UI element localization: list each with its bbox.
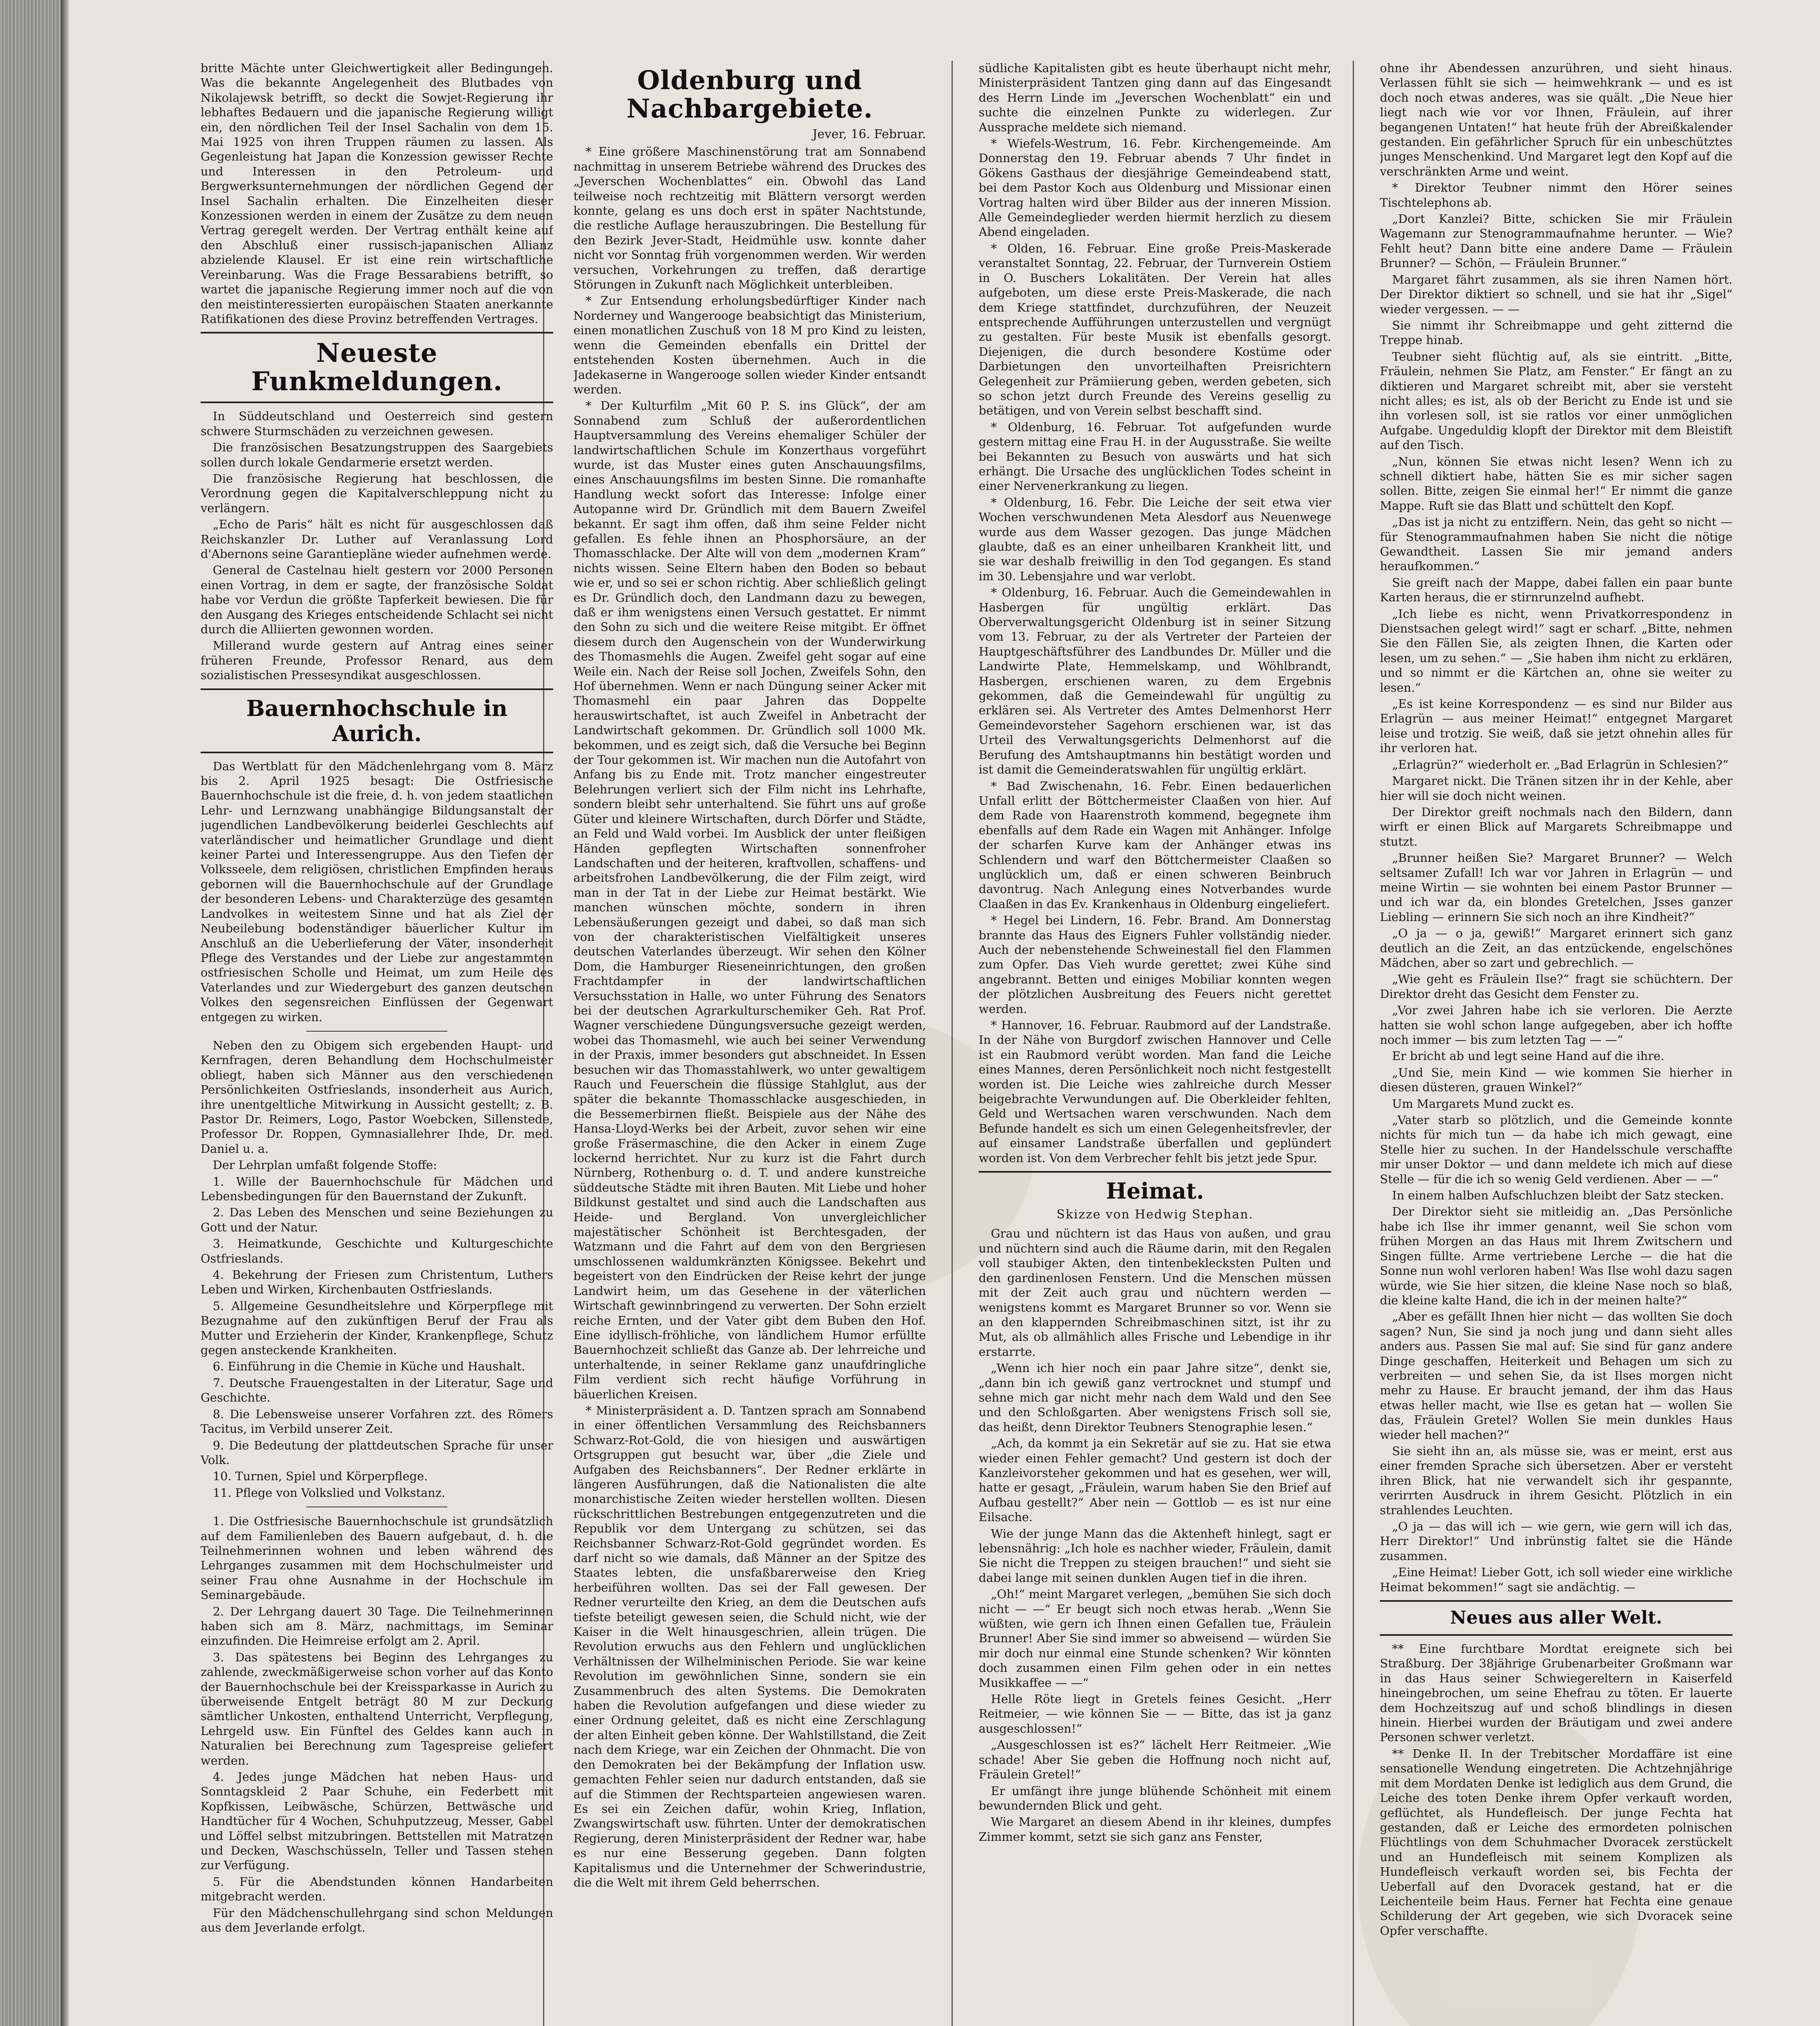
- story-paragraph: „Ich liebe es nicht, wenn Privatkorrespondenz in Dienstsachen gelegt wird!“ sagt er scharf. „Bitte, nehmen Sie den Fällen Sie, als zeigten Ihnen, die Karten oder lesen, um zu sehen.“ — „Sie haben ihm nicht zu erklären, und so nimmt er die Kärtchen an, ohne sie weiter zu lesen.“: [1380, 607, 1732, 695]
- news-paragraph: * Oldenburg, 16. Februar. Auch die Gemeindewahlen in Hasbergen für ungültig erklärt. Das Oberverwaltungsgericht Oldenburg ist in seiner Sitzung vom 13. Februar, zu der als Vertreter der Parteien der Hauptgeschäftsführer des Landbundes Dr. Müller und die Landwirte Plate, Hemmelskamp, und Wöhlbrandt, Hasbergen, erschienen waren, zu dem Ergebnis gekommen, daß die Gemeindewahl für ungültig zu erklären sei. Als Vertreter des Amtes Delmenhorst Herr Gemeindevorsteher Sagehorn erschienen war, ist das Urteil des Verwaltungsgerichts Delmenhorst auf die Berufung des Amtshauptmanns hin bestätigt worden und ist damit die Gemeinderatswahlen für ungültig erklärt.: [979, 586, 1331, 777]
- news-paragraph: * Wiefels-Westrum, 16. Febr. Kirchengemeinde. Am Donnerstag den 19. Februar abends 7 Uhr findet in Gökens Gasthaus der diesjährige Gemeindeabend statt, bei dem Pastor Koch aus Oldenburg und Missionar einen Vortrag halten wird über Bilder aus der inneren Mission. Alle Gemeindeglieder werden hiermit herzlich zu diesem Abend eingeladen.: [979, 137, 1331, 239]
- section-divider: [201, 752, 553, 753]
- story-paragraph: Teubner sieht flüchtig auf, als sie eintritt. „Bitte, Fräulein, nehmen Sie Platz, am Fenster.“ Er fängt an zu diktieren und Margaret schreibt mit, aber sie versteht nicht alles; es ist, als ob der Bericht zu Ende ist und sie ihn vorlesen soll, ist sie ratlos vor einer unmöglichen Aufgabe. Ungeduldig klopft der Direktor mit dem Bleistift auf den Tisch.: [1380, 349, 1732, 452]
- lehrplan-item: 6. Einführung in die Chemie in Küche und Haushalt.: [213, 1359, 526, 1374]
- news-paragraph: * Zur Entsendung erholungsbedürftiger Kinder nach Norderney und Wangerooge beabsichtigt das Ministerium, einen monatlichen Zuschuß von 18 M pro Kind zu leisten, wenn die Gemeinden ebenfalls ein Drittel der entstehenden Kosten übernehmen. Auch in die Jadekaserne in Wangerooge sollen wieder Kinder entsandt werden.: [573, 294, 926, 396]
- column-3: [979, 61, 1331, 2026]
- story-paragraph: Der Direktor sieht sie mitleidig an. „Das Persönliche habe ich Ilse ihr immer genannt, weil Sie schon vom frühen Morgen an das Haus mit Ihrem Zwitschern und Singen füllte. Arme vertriebene Lerche — die hat die Sonne nun wohl verloren haben! Was Ilse wohl dazu sagen würde, wie Sie hier sitzen, die kleine Nase noch so blaß, die kleine kalte Hand, die ich in der meinen halte?“: [1380, 1205, 1732, 1307]
- story-paragraph: Sie nimmt ihr Schreibmappe und geht zitternd die Treppe hinab.: [1380, 318, 1732, 347]
- lehrplan-item: 11. Pflege von Volkslied und Volkstanz.: [213, 1485, 445, 1500]
- newspaper-page: [61, 0, 1820, 2026]
- story-paragraph: „Das ist ja nicht zu entziffern. Nein, das geht so nicht — für Stenogrammaufnahmen haben Sie nicht die nötige Gewandtheit. Lassen Sie mir jemand anders heraufkommen.“: [1380, 515, 1732, 573]
- welt-paragraph: ** Eine furchtbare Mordtat ereignete sich bei Straßburg. Der 38jährige Grubenarbeiter Großmann war in das Haus seiner Schwiegereltern in Kaiserfeld hineingebrochen, um seine Ehefrau zu töten. Er lauerte dem Hochzeitszug auf und schoß blindlings in diesen hinein. Hierbei wurden der Bräutigam und zwei andere Personen schwer verletzt.: [1380, 1642, 1732, 1744]
- story-paragraph: * Direktor Teubner nimmt den Hörer seines Tischtelephons ab.: [1380, 181, 1732, 209]
- story-paragraph: „O ja — das will ich — wie gern, wie gern will ich das, Herr Direktor!“ Und inbrünstig faltet sie die Hände zusammen.: [1380, 1520, 1732, 1563]
- story-paragraph: „Ach, da kommt ja ein Sekretär auf sie zu. Hat sie etwa wieder einen Fehler gemacht? Und gestern ist doch der Kanzleivorsteher gekommen und hat es gesehen, wer will, hatte er gesagt, „Fräulein, warum haben Sie den Brief auf Aufbau gestellt?“ Aber nein — Gottlob — es ist nur eine Eilsache.: [979, 1436, 1331, 1524]
- intro-paragraph: britte Mächte unter Gleichwertigkeit aller Bedingungen. Was die bekannte Angelegenheit des Blutbades von Nikolajewsk betrifft, so deckt die Sowjet-Regierung ihr lebhaftes Bedauern und die japanische Regierung willigt ein, den nördlichen Teil der Insel Sachalin von dem 15. Mai 1925 von ihren Truppen räumen zu lassen. Als Gegenleistung hat Japan die Konzession gewisser Rechte und Interessen in den Petroleum- und Bergwerksunternehmungen der nördlichen Gegend der Insel Sachalin erhalten. Die Einzelheiten dieser Konzessionen werden in einem der Zusätze zu dem neuen Vertrag geregelt werden. Der Vertrag enthält keine auf den Abschluß einer russisch-japanischen Allianz abzielende Klausel. Er ist eine rein wirtschaftliche Vereinbarung. Was die Frage Bessarabiens betrifft, so wartet die japanische Regierung immer noch auf die von den meistinteressierten europäischen Staaten anerkannte Ratifikationen des diese Provinz betreffenden Vertrages.: [201, 61, 553, 326]
- news-paragraph: * Der Kulturfilm „Mit 60 P. S. ins Glück“, der am Sonnabend zum Schluß der außerordentlichen Hauptversammlung des Vereins ehemaliger Schüler der landwirtschaftlichen Schule im Konzerthaus vorgeführt wurde, ist das Muster eines guten Anschauungsfilms, eines Anschauungsfilms im besten Sinne. Die romanhafte Handlung weckt sofort das Interesse: Infolge einer Autopanne wird Dr. Gründlich mit dem Bauern Zweifel bekannt. Er sagt ihm offen, daß ihm seine Felder nicht gefallen. Es fehle ihnen an Phosphorsäure, an der Thomasschlacke. Der Alte will von dem „modernen Kram“ nichts wissen. Seine Eltern haben den Boden so bebaut wie er, und so sei er schon richtig. Aber schließlich gelingt es Dr. Gründlich doch, den Landmann dazu zu bewegen, daß er ihm wenigstens einen Versuch gestattet. Er nimmt den Sohn zu sich und die weitere Reise mitgibt. Er öffnet diesem durch den Augenschein von der Wunderwirkung des Thomasmehls die Augen. Zweifel geht sogar auf eine Weile ein. Nach der Reise soll Jochen, Zweifels Sohn, den Hof übernehmen. Wenn er nach Düngung seiner Acker mit Thomasmehl ein paar Jahren das Doppelte herauswirtschaftet, ist auch Zweifel in Anbetracht der Landwirtschaft gekommen. Dr. Gründlich soll 1000 Mk. bekommen, und es zeigt sich, daß die Versuche bei Beginn der Tour gekommen ist. Wir machen nun die Autofahrt von Anfang bis zu Ende mit. Trotz mancher eingestreuter Belehrungen verliert sich der Film nicht ins Lehrhafte, sondern bleibt sehr unterhaltend. Sie führt uns auf große Güter und kleinere Wirtschaften, durch Dörfer und Städte, an Feld und Wald vorbei. Im Ausblick der unter fleißigen Händen gepflegten Wirtschaften sonnenfroher Landschaften und der heiteren, kraftvollen, schaffens- und arbeitsfrohen Landbevölkerung, die der Film zeigt, wird man in der Tat in der Liebe zur Heimat bestärkt. Wie manchen wünschen möchte, sondern in ihren Lebensäußerungen gezeigt und dabei, so daß man sich von der charakteristischen Vielfältigkeit unseres deutschen Vaterlandes überzeugt. Wir sehen den Kölner Dom, die Hamburger Rieseneinrichtungen, den großen Frachtdampfer in der landwirtschaftlichen Versuchsstation in Halle, wo unter Führung des Senators bei der deutschen Agrarkulturschemiker Geh. Rat Prof. Wagner verschiedene Düngungsversuche gezeigt werden, wobei das Thomasmehl, wie auch bei seiner Verwendung in der Praxis, immer besonders gut abschneidet. In Essen besuchen wir das Thomasstahlwerk, wo unter gewaltigem Rauch und Feuerschein die flüssige Stahlglut, aus der später die bekannte Thomasschlacke ausgeschieden, in die Bessemerbirnen fließt. Beispiele aus der Nähe des Hansa-Lloyd-Werks bei der Arbeit, zuvor sehen wir eine große Fräsermaschine, die den Acker in einem Zuge lockernd herrichtet. Nur zu kurz ist die Fahrt durch Nürnberg, Rothenburg o. d. T. und andere kunstreiche süddeutsche Städte mit ihren Bauten. Mit Liebe und hoher Bildkunst gestaltet und sind auch die Landschaften aus Heide- und Bergland. Von unvergleichlicher majestätischer Schönheit ist Berchtesgaden, der Watzmann und die Fahrt auf dem von den Bergriesen umschlossenen waldumkränzten Königssee. Bekehrt und begeistert von den Eindrücken der Reise kehrt der junge Landwirt heim, um das Gesehene in der väterlichen Wirtschaft gewinnbringend zu verwerten. Der Sohn erzielt reiche Ernten, und der Vater gibt dem Buben den Hof. Eine idyllisch-fröhliche, von ländlichem Humor erfüllte Bauernhochzeit schließt das Ganze ab. Der lehrreiche und unterhaltende, in seiner Reklame ganz unaufdringliche Film verdient sich recht häufige Vorführung in bäuerlichen Kreisen.: [573, 399, 926, 1401]
- funk-item: In Süddeutschland und Oesterreich sind gestern schwere Sturmschäden zu verzeichnen gewesen.: [201, 409, 553, 438]
- rule-item: Für den Mädchenschullehrgang sind schon Meldungen aus dem Jeverlande erfolgt.: [201, 1906, 553, 1935]
- funk-item: Die französischen Besatzungstruppen des Saargebiets sollen durch lokale Gendarmerie ersetzt werden.: [201, 440, 553, 469]
- section-divider: [979, 1171, 1331, 1173]
- bauern-paragraph: Neben den zu Obigem sich ergebenden Haupt- und Kernfragen, deren Behandlung dem Hochschulmeister obliegt, haben sich Männer aus den verschiedenen Persönlichkeiten Ostfrieslands, insonderheit aus Aurich, ihre unentgeltliche Mitwirkung in Aussicht gestellt; z. B. Pastor Dr. Reimers, Logo, Pastor Woebcken, Sillenstede, Professor Dr. Roppen, Gymnasiallehrer Ihde, Dr. med. Daniel u. a.: [201, 1038, 553, 1156]
- news-paragraph: * Oldenburg, 16. Februar. Tot aufgefunden wurde gestern mittag eine Frau H. in der Augusstraße. Sie weilte bei Bekannten zu Besuch von auswärts und hat sich erhängt. Die Ursache des unglücklichen Todes scheint in einer Nervenerkrankung zu liegen.: [979, 420, 1331, 493]
- story-paragraph: „Wie geht es Fräulein Ilse?“ fragt sie schüchtern. Der Direktor dreht das Gesicht dem Fenster zu.: [1380, 972, 1732, 1001]
- section-divider: [1380, 1600, 1732, 1602]
- welt-paragraph: ** Denke II. In der Trebitscher Mordaffäre ist eine sensationelle Wendung eingetreten. Die Achtzehnjährige mit dem Mordaten Denke ist lediglich aus dem Grund, die Leiche des toten Denke ihrem Opfer verkauft worden, geflüchtet, als Hundefleisch. Der junge Fechta hat gestanden, daß er Leiche des ermordeten polnischen Flüchtlings von dem Schuhmacher Dvoracek zerstückelt und an Hundefleisch mit seinem Komplizen als Hundefleisch verkauft worden sei, bis Fechta der Ueberfall auf den Dvoracek gestand, hat er die Leichenteile beim Haus. Ferner hat Fechta eine genaue Schilderung der Art gegeben, wie sich Dvoracek seine Opfer verschaffte.: [1380, 1746, 1732, 1938]
- story-paragraph: Er bricht ab und legt seine Hand auf die ihre.: [1392, 1049, 1664, 1063]
- lehrplan-item: 7. Deutsche Frauengestalten in der Literatur, Sage und Geschichte.: [201, 1376, 553, 1405]
- lehrplan-item: 3. Heimatkunde, Geschichte und Kulturgeschichte Ostfrieslands.: [201, 1237, 553, 1265]
- bauern-heading: Bauernhochschule in Aurich.: [246, 695, 508, 746]
- news-paragraph: * Olden, 16. Februar. Eine große Preis-Maskerade veranstaltet Sonntag, 22. Februar, der Turnverein Ostiem in O. Buschers Lokalitäten. Der Verein hat alles aufgeboten, um diese erste Preis-Maskerade, die nach dem Kriege stattfindet, durchzuführen, der Neuzeit entsprechende Aufführungen unterzustellen und vergnügt zu gestalten. Für beste Musik ist ebenfalls gesorgt. Diejenigen, die durch besondere Kostüme oder Darbietungen den unvorteilhaften Preisrichtern Gelegenheit zur Prämiierung geben, werden gebeten, sich so schon jetzt durch Freunde des Vereins gesellig zu betätigen, und von Verein selbst beschafft sind.: [979, 241, 1331, 418]
- bauern-paragraph: Der Lehrplan umfaßt folgende Stoffe:: [213, 1158, 437, 1172]
- news-paragraph: * Hegel bei Lindern, 16. Febr. Brand. Am Donnerstag brannte das Haus des Eigners Fuhler vollständig nieder. Auch der nebenstehende Schweinestall fiel den Flammen zum Opfer. Das Vieh wurde gerettet; zwei Kühe sind angebrannt. Betten und einiges Mobiliar konnten wegen der plötzlichen Ausbreitung des Feuers nicht gerettet werden.: [979, 913, 1331, 1016]
- story-paragraph: „Wenn ich hier noch ein paar Jahre sitze“, denkt sie, „dann bin ich gewiß ganz vertrocknet und stumpf und sehne mich gar nicht mehr nach dem Wald und den See und den Schloßgarten. Aber wenigstens Frisch soll sie, das heißt, denn Direktor Teubners Stenographie lesen.“: [979, 1361, 1331, 1434]
- section-divider: [201, 688, 553, 690]
- oldenburg-heading: Oldenburg und Nachbargebiete.: [626, 65, 873, 124]
- heimat-byline: Skizze von Hedwig Stephan.: [1056, 1207, 1253, 1222]
- bauern-paragraph: Das Wertblatt für den Mädchenlehrgang vom 8. März bis 2. April 1925 besagt: Die Ostfriesische Bauernhochschule ist die freie, d. h. von jedem staatlichen Lehr- und Lernzwang unabhängige Bildungsanstalt der jugendlichen Landbevölkerung beiderlei Geschlechts auf vaterländischer und heimatlicher Grundlage und dient keiner Partei und Interessengruppe. Aus den Tiefen der Volksseele, dem religiösen, christlichen Empfinden heraus gebornen will die Bauernhochschule auf der Grundlage der besonderen Lebens- und Charakterzüge des gesamten Landvolkes in weitestem Sinne und hat als Ziel der Neubeilebung bodenständiger bäuerlicher Kultur im Anschluß an die Ueberlieferung der Väter, insonderheit Pflege des Verstandes und der Liebe zur angestammten ostfriesischen Scholle und Heimat, um zum Heile des Vaterlandes und zur Wiedergeburt des ganzen deutschen Volkes den segensreichen Einflüssen der Gegenwart entgegen zu wirken.: [201, 759, 553, 1024]
- story-paragraph: Wie der junge Mann das die Aktenheft hinlegt, sagt er lebensnährig: „Ich hole es nachher wieder, Fräulein, damit Sie nicht die Treppen zu steigen brauchen!“ und sieht sie dabei lange mit seinen dunklen Augen tief in die ihren.: [979, 1526, 1331, 1585]
- lehrplan-item: 5. Allgemeine Gesundheitslehre und Körperpflege mit Bezugnahme auf den zukünftigen Beruf der Frau als Mutter und Erzieherin der Kinder, Krankenpflege, Schutz gegen ansteckende Krankheiten.: [201, 1299, 553, 1357]
- lehrplan-item: 9. Die Bedeutung der plattdeutschen Sprache für unser Volk.: [201, 1438, 553, 1467]
- rule-item: 1. Die Ostfriesische Bauernhochschule ist grundsätzlich auf dem Familienleben des Bauern aufgebaut, d. h. die Teilnehmerinnen wohnen und leben während des Lehrganges zusammen mit dem Hochschulmeister und seiner Frau ohne Ausnahme in der Hochschule im Seminargebäude.: [201, 1514, 553, 1602]
- story-paragraph: Wie Margaret an diesem Abend in ihr kleines, dumpfes Zimmer kommt, setzt sie sich ganz ans Fenster,: [979, 1815, 1331, 1844]
- story-paragraph: Sie greift nach der Mappe, dabei fallen ein paar bunte Karten heraus, die er stirnrunzelnd aufhebt.: [1380, 575, 1732, 605]
- column-rule: [1353, 61, 1354, 2026]
- story-paragraph: ohne ihr Abendessen anzurühren, und sieht hinaus. Verlassen fühlt sie sich — heimwehkrank — und es ist doch noch etwas anderes, was sie quält. „Die Neue hier liegt nach wie vor vor Ihnen, Fräulein, auf ihrer begangenen Untaten!“ hat heute früh der Abreißkalender gestanden. Ein gefährlicher Spruch für ein unbeschütztes junges Menschenkind. Und Margaret legt den Kopf auf die verschränkten Arme und weint.: [1380, 61, 1732, 178]
- story-paragraph: „Vor zwei Jahren habe ich sie verloren. Die Aerzte hatten sie wohl schon lange aufgegeben, aber ich hoffte noch immer — bis zum letzten Tag — —“: [1380, 1003, 1732, 1047]
- story-paragraph: „Vater starb so plötzlich, und die Gemeinde konnte nichts für mich tun — da habe ich mich gewagt, eine Stelle hier zu suchen. In der Handelsschule verschaffte mir unser Doktor — und dann meldete ich mich auf diese Stelle — für die ich so wenig Geld verdienen. Aber — —“: [1380, 1113, 1732, 1186]
- story-paragraph: Sie sieht ihn an, als müsse sie, was er meint, erst aus einer fremden Sprache sich übersetzen. Aber er versteht ihren Blick, hat nie verwandelt sich ihr gespannte, verirrten Ausdruck in ihrem Gesicht. Plötzlich in ein strahlendes Leuchten.: [1380, 1444, 1732, 1517]
- heimat-heading: Heimat.: [1106, 1178, 1204, 1204]
- section-divider: [1380, 1634, 1732, 1636]
- funk-item: General de Castelnau hielt gestern vor 2000 Personen einen Vortrag, in dem er sagte, der französische Soldat habe vor Verdun die größte Tapferkeit bewiesen. Die für den Ausgang des Krieges entscheidende Schlacht sei nicht durch die Alliierten gewonnen worden.: [201, 563, 553, 636]
- column-1: [201, 61, 553, 2026]
- news-paragraph: * Bad Zwischenahn, 16. Febr. Einen bedauerlichen Unfall erlitt der Böttchermeister Claaßen von hier. Auf dem Rade von Haarenstroth kommend, begegnete ihm ebenfalls auf dem Rade ein Wagen mit Anhänger. Infolge der scharfen Kurve kam der Anhänger etwas ins Schlendern und warf den Böttchermeister Claaßen so unglücklich um, daß er einen schweren Beinbruch davontrug. Nach Anlegung eines Notverbandes wurde Claaßen in das Ev. Krankenhaus in Oldenburg eingeliefert.: [979, 779, 1331, 911]
- story-paragraph: Um Margarets Mund zuckt es.: [1392, 1096, 1574, 1111]
- lehrplan-item: 10. Turnen, Spiel und Körperpflege.: [213, 1469, 428, 1483]
- story-paragraph: „Ausgeschlossen ist es?“ lächelt Herr Reitmeier. „Wie schade! Aber Sie geben die Hoffnung noch nicht auf, Fräulein Gretel!“: [979, 1738, 1331, 1782]
- story-paragraph: „Dort Kanzlei? Bitte, schicken Sie mir Fräulein Wagemann zur Stenogrammaufnahme herunter. — Wie? Fehlt heut? Dann bitte eine andere Dame — Fräulein Brunner? — Schön, — Fräulein Brunner.“: [1380, 212, 1732, 270]
- short-rule: [306, 1031, 447, 1032]
- welt-heading: Neues aus aller Welt.: [1450, 1607, 1662, 1628]
- book-spine-edge: [0, 0, 61, 2026]
- rule-item: 5. Für die Abendstunden können Handarbeiten mitgebracht werden.: [201, 1874, 553, 1904]
- story-paragraph: Helle Röte liegt in Gretels feines Gesicht. „Herr Reitmeier, — wie können Sie — — Bitte, das ist ja ganz ausgeschlossen!“: [979, 1692, 1331, 1735]
- news-paragraph: * Hannover, 16. Februar. Raubmord auf der Landstraße. In der Nähe von Burgdorf zwischen Hannover und Celle ist ein Raubmord verübt worden. Man fand die Leiche eines Mannes, deren Persönlichkeit noch nicht festgestellt worden ist. Die Leiche wies zahlreiche durch Messer beigebrachte Verwundungen auf. Die Oberkleider fehlten, Geld und Wertsachen waren verschwunden. Nach dem Befunde handelt es sich um einen Gelegenheitsfrevler, der auf einsamer Landstraße überfallen und geplündert worden ist. Von dem Verbrecher fehlt bis jetzt jede Spur.: [979, 1018, 1331, 1165]
- rule-item: 3. Das spätestens bei Beginn des Lehrganges zu zahlende, zweckmäßigerweise schon vorher auf das Konto der Bauernhochschule bei der Kreissparkasse in Aurich zu überweisende Entgelt beträgt 80 M zur Deckung sämtlicher Unkosten, enthaltend Unterricht, Verpflegung, Lehrgeld usw. Ein Fünftel des Geldes kann auch in Naturalien bei Berechnung zum Tagespreise geliefert werden.: [201, 1650, 553, 1767]
- funk-item: Die französische Regierung hat beschlossen, die Verordnung gegen die Kapitalverschleppung nicht zu verlängern.: [201, 471, 553, 515]
- rule-item: 4. Jedes junge Mädchen hat neben Haus- und Sonntagskleid 2 Paar Schuhe, ein Federbett mit Kopfkissen, Leibwäsche, Schürzen, Bettwäsche und Handtücher für 4 Wochen, Schuhputzzeug, Messer, Gabel und Löffel selbst mitzubringen. Bettstellen mit Matratzen und Decken, Waschschüsseln, Teller und Tassen stehen zur Verfügung.: [201, 1770, 553, 1872]
- section-divider: [201, 332, 553, 333]
- funk-item: „Echo de Paris“ hält es nicht für ausgeschlossen daß Reichskanzler Dr. Luther auf Veranlassung Lord d'Abernons seine Garantiepläne wieder aufnehmen werde.: [201, 517, 553, 561]
- funk-item: Millerand wurde gestern auf Antrag eines seiner früheren Freunde, Professor Renard, aus dem sozialistischen Pressesyndikat ausgeschlossen.: [201, 639, 553, 682]
- story-paragraph: Er umfängt ihre junge blühende Schönheit mit einem bewundernden Blick und geht.: [979, 1784, 1331, 1812]
- news-paragraph: südliche Kapitalisten gibt es heute überhaupt nicht mehr, Ministerpräsident Tantzen ging dann auf das Eingesandt des Herrn Linde im „Jeverschen Wochenblatt“ ein und suchte die einzelnen Punkte zu widerlegen. Zur Aussprache meldete sich niemand.: [979, 61, 1331, 134]
- column-4: [1380, 61, 1732, 2026]
- story-paragraph: „Erlagrün?“ wiederholt er. „Bad Erlagrün in Schlesien?“: [1392, 757, 1729, 772]
- page-gutter-shadow: [61, 0, 69, 2026]
- story-paragraph: „Nun, können Sie etwas nicht lesen? Wenn ich zu schnell diktiert habe, hätten Sie es mir sicher sagen sollen. Bitte, zeigen Sie einmal her!“ Er nimmt die ganze Mappe. Ruft sie das Blatt und schüttelt den Kopf.: [1380, 454, 1732, 513]
- dateline: Jever, 16. Februar.: [812, 127, 926, 141]
- column-rule: [952, 61, 953, 2026]
- rule-item: 2. Der Lehrgang dauert 30 Tage. Die Teilnehmerinnen haben sich am 8. März, nachmittags, im Seminar einzufinden. Die Heimreise erfolgt am 2. April.: [201, 1604, 553, 1648]
- story-paragraph: „Eine Heimat! Lieber Gott, ich soll wieder eine wirkliche Heimat bekommen!“ sagt sie andächtig. —: [1380, 1565, 1732, 1594]
- news-paragraph: * Eine größere Maschinenstörung trat am Sonnabend nachmittag in unserem Betriebe während des Druckes des „Jeverschen Wochenblattes“ ein. Obwohl das Land teilweise noch rechtzeitig mit Blättern versorgt werden konnte, gelang es uns doch erst in später Nachtstunde, die restliche Auflage herauszubringen. Die Bestellung für den Bezirk Jever-Stadt, Heidmühle usw. konnte daher nicht vor Sonntag früh vorgenommen werden. Wir werden versuchen, Vorkehrungen zu treffen, daß derartige Störungen in Zukunft nach Möglichkeit unterbleiben.: [573, 145, 926, 292]
- story-paragraph: „O ja — o ja, gewiß!“ Margaret erinnert sich ganz deutlich an die Zeit, an das entzückende, engelschönes Mädchen, aber so zart und gebrechlich. —: [1380, 926, 1732, 970]
- lehrplan-item: 2. Das Leben des Menschen und seine Beziehungen zu Gott und der Natur.: [201, 1205, 553, 1234]
- story-paragraph: „Es ist keine Korrespondenz — es sind nur Bilder aus Erlagrün — aus meiner Heimat!“ entgegnet Margaret leise und trotzig. Sie weiß, daß sie jetzt ohnehin alles für ihr verloren hat.: [1380, 697, 1732, 755]
- lehrplan-item: 8. Die Lebensweise unserer Vorfahren zzt. des Römers Tacitus, im Verbild unserer Zeit.: [201, 1407, 553, 1436]
- story-paragraph: Margaret fährt zusammen, als sie ihren Namen hört. Der Direktor diktiert so schnell, und sie hat ihr „Sigel“ wieder vergessen. — —: [1380, 272, 1732, 316]
- lehrplan-item: 4. Bekehrung der Friesen zum Christentum, Luthers Leben und Wirken, Kirchenbauten Ostfrieslands.: [201, 1268, 553, 1297]
- story-paragraph: Grau und nüchtern ist das Haus von außen, und grau und nüchtern sind auch die Räume darin, mit den Regalen voll staubiger Akten, den tintenbeklecksten Pulten und den gardinenlosen Fenstern. Und die Menschen müssen mit der Zeit auch grau und nüchtern werden — wenigstens kommt es Margaret Brunner so vor. Wenn sie an den klappernden Schreibmaschinen sitzt, ist ihr zu Mut, als ob allmählich alles Frische und Lebendige in ihr erstarrte.: [979, 1227, 1331, 1359]
- story-paragraph: Margaret nickt. Die Tränen sitzen ihr in der Kehle, aber hier will sie doch nicht weinen.: [1380, 774, 1732, 803]
- story-paragraph: „Aber es gefällt Ihnen hier nicht — das wollten Sie doch sagen? Nun, Sie sind ja noch jung und dann sieht alles anders aus. Passen Sie mal auf: Sie sind für ganz andere Dinge geschaffen, Heiterkeit und Behagen um sich zu verbreiten — und sehen Sie, da ist Ilses morgen nicht mehr zu Hause. Er braucht jemand, der ihm das Haus etwas heller macht, wie Ilse es getan hat — wollen Sie das, Fräulein Gretel? Wollen Sie mein dunkles Haus wieder hell machen?“: [1380, 1310, 1732, 1442]
- story-paragraph: In einem halben Aufschluchzen bleibt der Satz stecken.: [1392, 1188, 1724, 1203]
- story-paragraph: „Und Sie, mein Kind — wie kommen Sie hierher in diesen düsteren, grauen Winkel?“: [1380, 1065, 1732, 1094]
- story-paragraph: „Brunner heißen Sie? Margaret Brunner? — Welch seltsamer Zufall! Ich war vor Jahren in Erlagrün — und meine Wirtin — sie wohnten bei einem Pastor Brunner — und ich war da, ein blondes Gretelchen, Jsses ganzer Liebling — erinnern Sie sich noch an ihre Kindheit?“: [1380, 851, 1732, 924]
- funk-heading: Neueste Funkmeldungen.: [251, 338, 503, 397]
- news-paragraph: * Oldenburg, 16. Febr. Die Leiche der seit etwa vier Wochen verschwundenen Meta Alesdorf aus Neuenwege wurde aus dem Wasser gezogen. Das junge Mädchen glaubte, daß es an einer unheilbaren Krankheit litt, und sie war deshalb freiwillig in den Tod gegangen. Es stand im 30. Lebensjahre und war verlobt.: [979, 495, 1331, 583]
- column-2: [573, 61, 926, 2026]
- lehrplan-item: 1. Wille der Bauernhochschule für Mädchen und Lebensbedingungen für den Bauernstand der Zukunft.: [201, 1174, 553, 1203]
- news-paragraph: * Ministerpräsident a. D. Tantzen sprach am Sonnabend in einer öffentlichen Versammlung des Reichsbanners Schwarz-Rot-Gold, die von hiesigen und auswärtigen Ortsgruppen gut besucht war, über „die Ziele und Aufgaben des Reichsbanners“. Der Redner erklärte in längeren Ausführungen, daß die Nationalisten die alte monarchistische Zeiten wieder herstellen wollten. Diesen rückschrittlichen Bestrebungen entgegenzutreten und die Republik vor dem Untergang zu schützen, sei das Reichsbanner Schwarz-Rot-Gold gegründet worden. Es darf nicht so wie damals, daß Männer an der Spitze des Staates lebten, die unsfaßbarerweise den Krieg herbeiführen wollten. Das sei der Fall gewesen. Der Redner verurteilte den Krieg, an dem die Deutschen aufs tiefste beteiligt gewesen seien, die Schuld nicht, wie der Kaiser in die Welt hinausgeschrien, allein trügen. Die Revolution erwuchs aus den Fehlern und unglücklichen Verhältnissen der Wilhelminischen Periode. Sie war keine Revolution im gewöhnlichen Sinne, sondern sie ein Zusammenbruch des alten Systems. Die Demokraten haben die Revolution aufgefangen und diese wieder zu einer Ordnung geleitet, daß es nicht eine Zerschlagung der alten Einheit geben könne. Der Wahlstillstand, die Zeit nach dem Kriege, war ein Zeichen der Ohnmacht. Die von den Demokraten bei der Bekämpfung der Inflation usw. gemachten Fehler seien nur dadurch entstanden, daß sie auf die Stimmen der Rechtsparteien angewiesen waren. Es sei ein Zeichen dafür, wohin Krieg, Inflation, Zwangswirtschaft usw. führten. Unter der demokratischen Regierung, deren Ministerpräsident der Redner war, habe es nur eine Besserung gegeben. Dann folgten Kapitalismus und die Unternehmer der Schwerindustrie, die die Welt mit ihrem Geld beherrschen.: [573, 1403, 926, 1889]
- story-paragraph: „Oh!“ meint Margaret verlegen, „bemühen Sie sich doch nicht — —“ Er beugt sich noch etwas herab. „Wenn Sie wüßten, wie gern ich Ihnen einen Gefallen tue, Fräulein Brunner! Aber Sie sind immer so abweisend — würden Sie mir doch nur einmal eine Stunde schenken? Wir könnten doch zusammen einen Film gehen oder in ein nettes Musikkaffee — —“: [979, 1587, 1331, 1690]
- section-divider: [201, 402, 553, 403]
- story-paragraph: Der Direktor greift nochmals nach den Bildern, dann wirft er einen Blick auf Margarets Schreibmappe und stutzt.: [1380, 805, 1732, 848]
